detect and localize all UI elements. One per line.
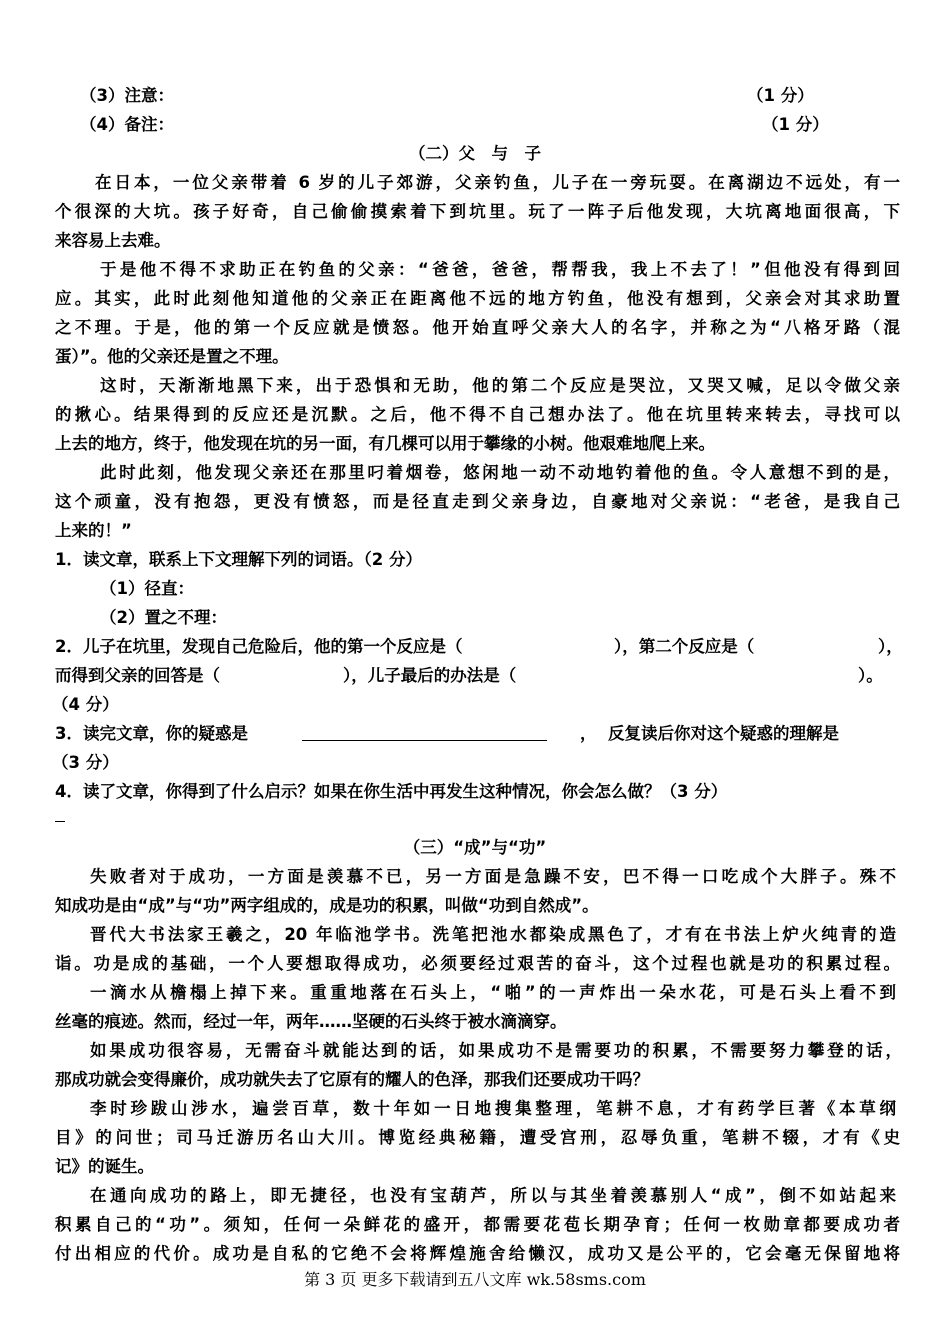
s3-p5-line: 目》的问世；司马迁游历名山大川。博览经典秘籍，遭受宫刑，忍辱负重，笔耕不辍，才有《史 [55, 1128, 900, 1147]
s2-p4-line: 上来的！” [55, 521, 132, 540]
question-3-prefix: 3．读完文章，你的疑惑是 [55, 724, 248, 743]
question-3-answer-blank[interactable] [302, 724, 547, 741]
question-4: 4．读了文章，你得到了什么启示？如果在你生活中再发生这种情况，你会怎么做？（3 分） [55, 782, 728, 801]
answer-dash [55, 821, 65, 822]
item-4-label: （4）备注： [80, 115, 174, 134]
s3-p5-line: 记》的诞生。 [55, 1157, 154, 1176]
question-3-comma: ， [580, 724, 597, 743]
question-2-score: （4 分） [52, 695, 119, 714]
item-4-score: （1 分） [762, 115, 829, 134]
s3-p2-line: 诣。功是成的基础，一个人要想取得成功，必须要经过艰苦的奋斗，这个过程也就是功的积累过程。 [55, 954, 900, 973]
s3-p1-line: 知成功是由“成”与“功”两字组成的，成是功的积累，叫做“功到自然成”。 [55, 896, 599, 915]
s2-p2-line: 于是他不得不求助正在钓鱼的父亲：“爸爸，爸爸，帮帮我，我上不去了！”但他没有得到回 [100, 260, 900, 279]
item-3-score: （1 分） [747, 86, 814, 105]
s2-p1-line: 个很深的大坑。孩子好奇，自己偷偷摸索着下到坑里。玩了一阵子后他发现，大坑离地面很高，下 [55, 202, 900, 221]
question-3-score: （3 分） [52, 753, 119, 772]
page-footer: 第 3 页 更多下载请到五八文库 wk.58sms.com [304, 1270, 646, 1289]
s2-p2-line: 蛋）”。他的父亲还是置之不理。 [55, 347, 289, 366]
section-3-title: （三）“成”与“功” [403, 838, 547, 857]
s2-p3-line: 的揪心。结果得到的反应还是沉默。之后，他不得不自己想办法了。他在坑里转来转去，寻找可以 [55, 405, 900, 424]
s3-p3-line: 丝毫的痕迹。然而，经过一年，两年……坚硬的石头终于被水滴滴穿。 [55, 1012, 567, 1031]
s2-p3-line: 上去的地方，终于，他发现在坑的另一面，有几棵可以用于攀缘的小树。他艰难地爬上来。 [55, 434, 715, 453]
question-2-line-1-a: 2．儿子在坑里，发现自己危险后，他的第一个反应是（ [55, 637, 463, 656]
s2-p1-line: 来容易上去难。 [55, 231, 171, 250]
s3-p4-line: 那成功就会变得廉价，成功就失去了它原有的耀人的色泽，那我们还要成功干吗？ [55, 1070, 649, 1089]
s2-p1-line: 在日本，一位父亲带着 6 岁的儿子郊游，父亲钓鱼，儿子在一旁玩耍。在离湖边不远处，有一 [95, 173, 900, 192]
s3-p6-line: 付出相应的代价。成功是自私的它绝不会将辉煌施舍给懒汉，成功又是公平的，它会毫无保留地将 [55, 1244, 900, 1263]
s2-p4-line: 此时此刻，他发现父亲还在那里叼着烟卷，悠闲地一动不动地钓着他的鱼。令人意想不到的是， [100, 463, 900, 482]
question-1-sub-1: （1）径直： [100, 579, 194, 598]
question-2-line-1-c: ）， [878, 637, 903, 656]
question-2-line-2-c: ）。 [858, 666, 883, 685]
s3-p6-line: 在通向成功的路上，即无捷径，也没有宝葫芦，所以与其坐着羡慕别人“成”，倒不如站起来 [90, 1186, 896, 1205]
s3-p4-line: 如果成功很容易，无需奋斗就能达到的话，如果成功不是需要功的积累，不需要努力攀登的话， [90, 1041, 902, 1060]
s2-p2-line: 之不理。于是，他的第一个反应就是愤怒。他开始直呼父亲大人的名字，并称之为“八格牙路（混 [55, 318, 900, 337]
question-2-line-1-b: ），第二个反应是（ [614, 637, 755, 656]
s3-p1-line: 失败者对于成功，一方面是羡慕不已，另一方面是急躁不安，巴不得一口吃成个大胖子。殊不 [90, 867, 896, 886]
s3-p6-line: 积累自己的“功”。须知，任何一朵鲜花的盛开，都需要花苞长期孕育；任何一枚勋章都要成功者 [55, 1215, 900, 1234]
s3-p2-line: 晋代大书法家王羲之，20 年临池学书。洗笔把池水都染成黑色了，才有在书法上炉火纯青的造 [90, 925, 896, 944]
question-2-line-2-a: 而得到父亲的回答是（ [55, 666, 220, 685]
s3-p3-line: 一滴水从檐榻上掉下来。重重地落在石头上，“啪”的一声炸出一朵水花，可是石头上看不到 [90, 983, 896, 1002]
question-1-sub-2: （2）置之不理： [100, 608, 227, 627]
question-1-stem: 1．读文章，联系上下文理解下列的词语。（2 分） [55, 550, 422, 569]
question-2-line-2-b: ），儿子最后的办法是（ [343, 666, 517, 685]
question-3-suffix: 反复读后你对这个疑惑的理解是 [608, 724, 839, 743]
s2-p4-line: 这个顽童，没有抱怨，更没有愤怒，而是径直走到父亲身边，自豪地对父亲说：“老爸，是我自己 [55, 492, 900, 511]
section-2-title: （二）父 与 子 [409, 144, 541, 163]
s2-p3-line: 这时，天渐渐地黑下来，出于恐惧和无助，他的第二个反应是哭泣，又哭又喊，足以令做父亲 [100, 376, 900, 395]
s2-p2-line: 应。其实，此时此刻他知道他的父亲正在距离他不远的地方钓鱼，他没有想到，父亲会对其求助置 [55, 289, 900, 308]
s3-p5-line: 李时珍跋山涉水，遍尝百草，数十年如一日地搜集整理，笔耕不息，才有药学巨著《本草纲 [90, 1099, 896, 1118]
item-3-label: （3）注意： [80, 86, 174, 105]
